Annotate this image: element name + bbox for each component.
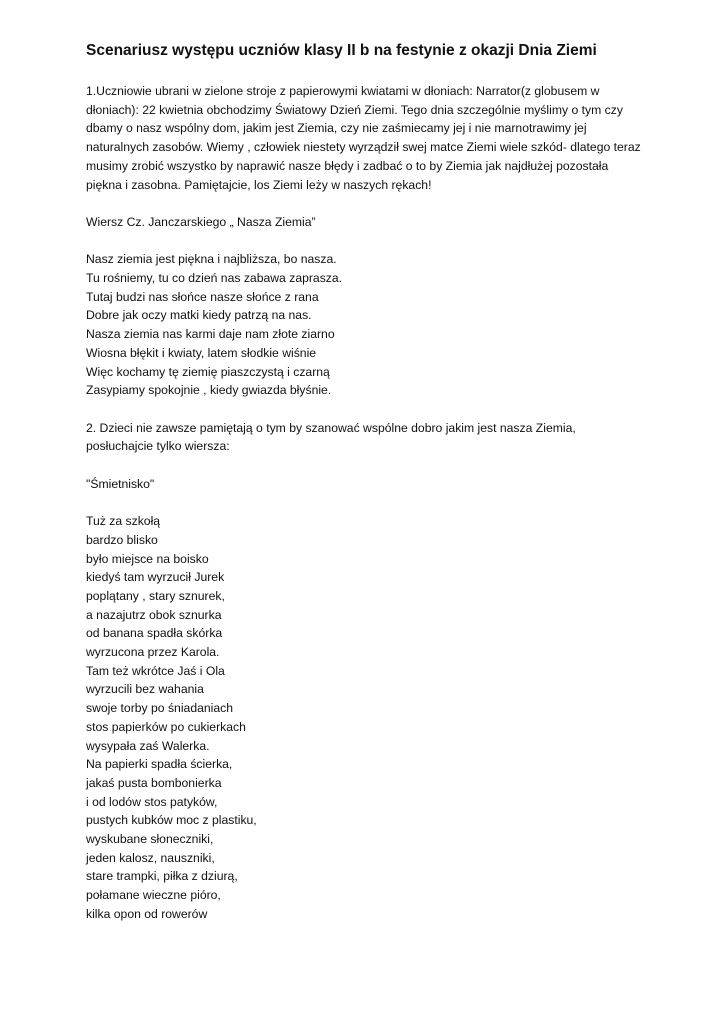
poem-line: Nasz ziemia jest piękna i najbliższa, bo nasza. bbox=[86, 252, 337, 267]
poem-line: Dobre jak oczy matki kiedy patrzą na nas. bbox=[86, 308, 312, 323]
poem-line: było miejsce na boisko bbox=[86, 551, 209, 566]
poem-line: kiedyś tam wyrzucił Jurek bbox=[86, 570, 225, 585]
poem-line: a nazajutrz obok sznurka bbox=[86, 607, 222, 622]
poem-line: bardzo blisko bbox=[86, 532, 158, 547]
poem-line: Tutaj budzi nas słońce nasze słońce z rana bbox=[86, 289, 319, 304]
intro-paragraph: 1.Uczniowie ubrani w zielone stroje z papierowymi kwiatami w dłoniach: Narrator(z globusem w dłoniach): 22 kwietnia obchodzimy Światowy Dzień Ziemi. Tego dnia szczególnie myślimy o tym czy dbamy o nasz wspólny dom, jakim jest Ziemia, czy nie zaśmiecamy jej i nie marnotrawimy jej naturalnych zasobów. Wiemy , człowiek niestety wyrządził swej matce Ziemi wiele szkód- dlatego teraz musimy zrobić wszystko by naprawić nasze błędy i zadbać o to by Ziemia jak najdłużej pozostała piękna i zasobna. Pamiętajcie, los Ziemi leży w naszych rękach! bbox=[86, 84, 641, 192]
poem-line: wyskubane słoneczniki, bbox=[86, 832, 214, 847]
section2-paragraph: 2. Dzieci nie zawsze pamiętają o tym by szanować wspólne dobro jakim jest nasza Ziemia, posłuchajcie tylko wiersza: bbox=[86, 420, 576, 454]
poem-line: Na papierki spadła ścierka, bbox=[86, 757, 233, 772]
poem-line: Tu rośniemy, tu co dzień nas zabawa zaprasza. bbox=[86, 271, 343, 285]
poem-line: Nasza ziemia nas karmi daje nam złote ziarno bbox=[86, 327, 335, 342]
poem-line: jakaś pusta bombonierka bbox=[86, 775, 222, 790]
poem-line: stare trampki, piłka z dziurą, bbox=[86, 869, 238, 884]
poem1 bbox=[86, 250, 646, 400]
poem-line: kilka opon od rowerów bbox=[86, 906, 208, 921]
poem-line: swoje torby po śniadaniach bbox=[86, 701, 234, 716]
poem-line: Więc kochamy tę ziemię piaszczystą i czarną bbox=[86, 364, 330, 379]
poem1-heading: Wiersz Cz. Janczarskiego „ Nasza Ziemia” bbox=[86, 214, 316, 229]
poem-line: pustych kubków moc z plastiku, bbox=[86, 813, 257, 828]
poem-line: poplątany , stary sznurek, bbox=[86, 588, 225, 603]
poem-line: i od lodów stos patyków, bbox=[86, 794, 218, 809]
document-title: Scenariusz występu uczniów klasy II b na festynie z okazji Dnia Ziemi bbox=[86, 42, 597, 59]
poem-line: Zasypiamy spokojnie , kiedy gwiazda błyśnie. bbox=[86, 383, 332, 398]
poem-line: jeden kalosz, nauszniki, bbox=[86, 850, 215, 865]
poem-line: wysypała zaś Walerka. bbox=[86, 738, 210, 753]
poem2 bbox=[86, 512, 646, 923]
document-page bbox=[86, 40, 646, 942]
poem-line: połamane wieczne pióro, bbox=[86, 888, 221, 903]
poem-line: stos papierków po cukierkach bbox=[86, 719, 246, 734]
poem2-heading: "Śmietnisko" bbox=[86, 476, 155, 491]
poem-line: wyrzucona przez Karola. bbox=[86, 645, 220, 660]
poem-line: Tuż za szkołą bbox=[86, 514, 161, 529]
poem-line: wyrzucili bez wahania bbox=[86, 682, 204, 697]
poem-line: Tam też wkrótce Jaś i Ola bbox=[86, 663, 225, 678]
poem-line: od banana spadła skórka bbox=[86, 626, 223, 641]
poem-line: Wiosna błękit i kwiaty, latem słodkie wiśnie bbox=[86, 345, 317, 360]
